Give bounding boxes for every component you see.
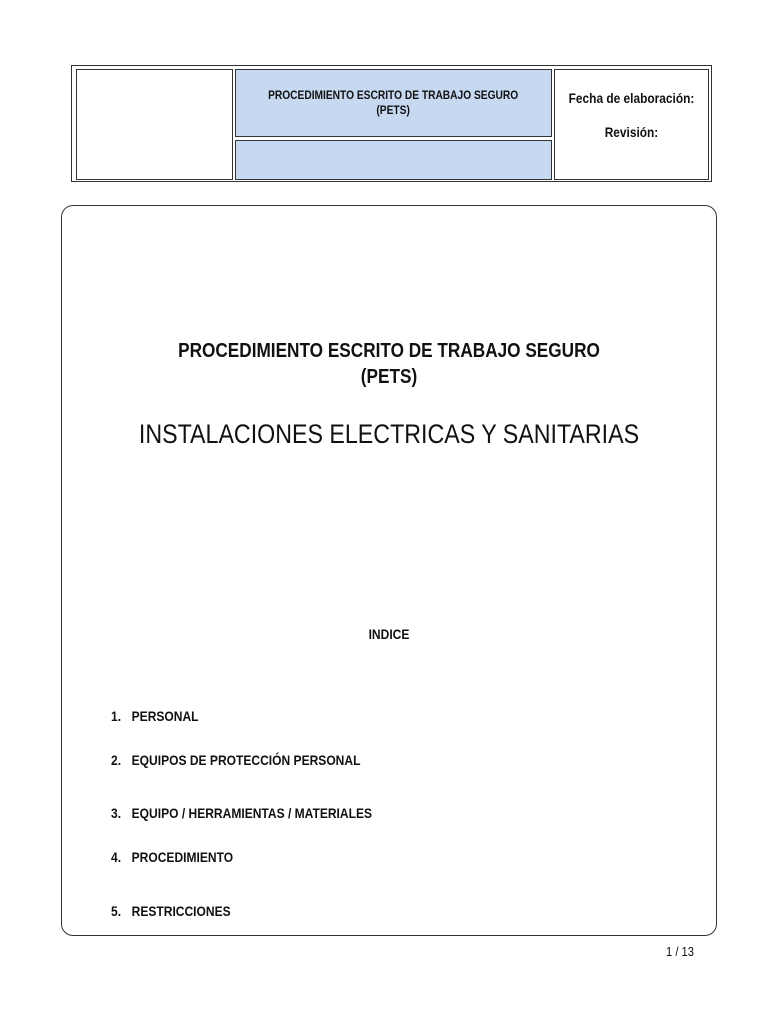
index-item-label: PROCEDIMIENTO: [131, 849, 234, 865]
index-item-procedimiento: [111, 849, 233, 865]
page-number: 1 / 13: [666, 944, 694, 959]
index-item-personal: [111, 708, 199, 724]
revision-label: Revisión:: [604, 124, 659, 140]
index-item-number: 4.: [111, 849, 122, 865]
index-item-label: RESTRICCIONES: [131, 903, 231, 919]
index-item-number: 3.: [111, 805, 122, 821]
index-item-label: EQUIPO / HERRAMIENTAS / MATERIALES: [131, 805, 373, 821]
header-title-line1: PROCEDIMIENTO ESCRITO DE TRABAJO SEGURO: [268, 88, 519, 102]
fecha-elaboracion-label: Fecha de elaboración:: [568, 90, 695, 106]
header-title-line2: (PETS): [376, 103, 411, 117]
index-item-number: 5.: [111, 903, 122, 919]
header-meta-cell: [554, 69, 709, 180]
document-title: [108, 338, 670, 390]
logo-cell: [76, 69, 233, 180]
header-subtitle-cell: [235, 140, 552, 180]
index-item-restricciones: [111, 903, 231, 919]
index-heading: INDICE: [368, 626, 410, 642]
header-title-cell: [235, 69, 552, 137]
index-item-number: 2.: [111, 752, 122, 768]
document-header-table: [71, 65, 712, 182]
index-item-number: 1.: [111, 708, 122, 724]
cover-content-box: [61, 205, 717, 936]
index-item-label: PERSONAL: [131, 708, 199, 724]
index-item-label: EQUIPOS DE PROTECCIÓN PERSONAL: [131, 752, 361, 768]
index-item-equipo: [111, 805, 372, 821]
index-item-epp: [111, 752, 360, 768]
document-title-line1: PROCEDIMIENTO ESCRITO DE TRABAJO SEGURO: [178, 340, 600, 362]
document-title-line2: (PETS): [360, 366, 418, 388]
document-subject: INSTALACIONES ELECTRICAS Y SANITARIAS: [138, 419, 640, 449]
header-title: [268, 88, 518, 118]
